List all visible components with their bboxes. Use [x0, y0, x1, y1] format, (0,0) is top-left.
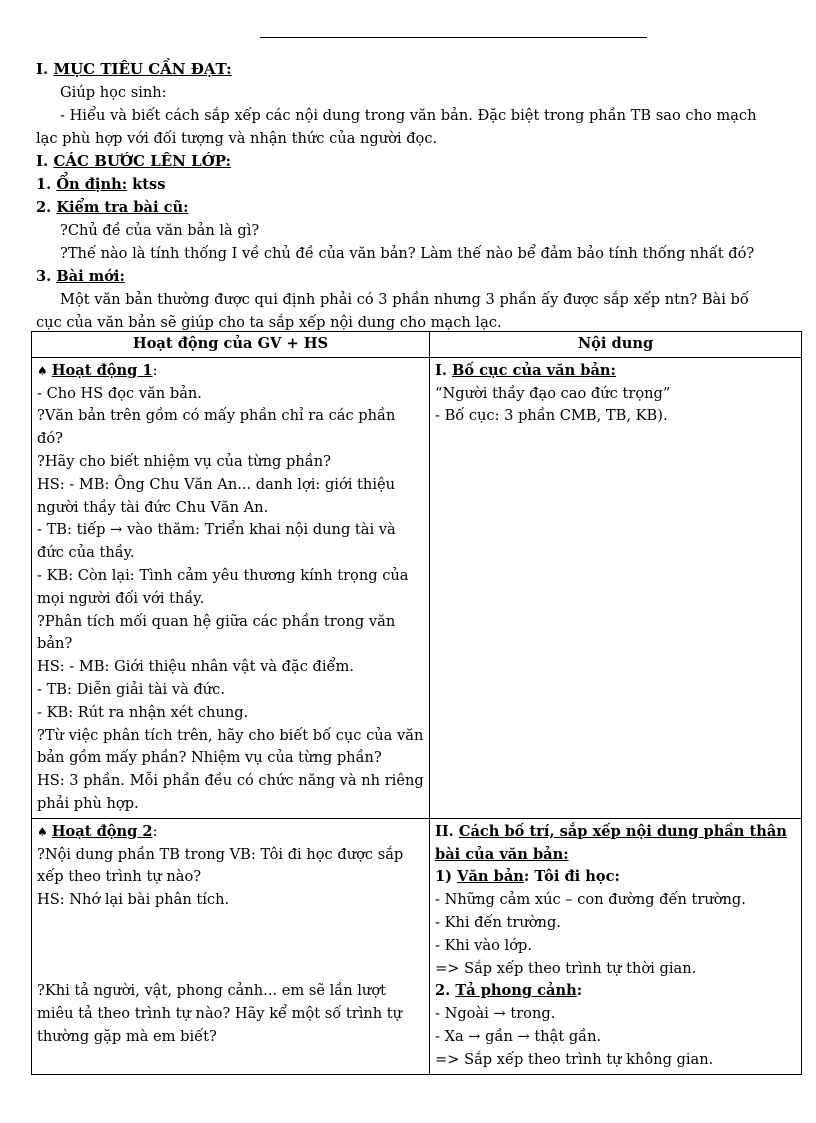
activity-line: ?Khi tả người, vật, phong cảnh... em sẽ lần lượt miêu tả theo trình tự nào? Hãy kể một số trình tự thường gặp mà em biết? [37, 981, 403, 1045]
content-line: - Xa → gần → thật gần. [435, 1027, 602, 1045]
content-heading [435, 821, 797, 867]
activity-line: - KB: Còn lại: Tình cảm yêu thương kính trọng của mọi người đối với thầy. [37, 566, 409, 607]
step-number: 3. [36, 268, 57, 285]
activity-line: HS: - MB: Giới thiệu nhân vật và đặc điểm. [37, 658, 354, 676]
step-1 [36, 173, 806, 196]
content-subheading [435, 980, 797, 1003]
content-line: “Người thầy đạo cao đức trọng” [435, 384, 671, 402]
content-line: - Khi đến trường. [435, 913, 561, 931]
sub-text: : [576, 982, 583, 1000]
content-line: => Sắp xếp theo trình tự không gian. [435, 1050, 714, 1068]
activity-heading: ♠ Hoạt động 2: [37, 822, 158, 840]
activity-title: Hoạt động 1 [51, 361, 153, 379]
activity-heading: ♠ Hoạt động 1: [37, 361, 158, 379]
step-title: Ổn định: [56, 176, 128, 193]
document-body [36, 58, 806, 334]
spade-icon: ♠ [37, 363, 48, 378]
step-title: Bài mới: [56, 268, 125, 285]
activity-cell [32, 818, 430, 1074]
objective-line: - Hiểu và biết cách sắp xếp các nội dung trong văn bản. Đặc biệt trong phần TB sao cho mạch [60, 107, 757, 124]
section-number: I. [36, 60, 54, 78]
content-title: Bố cục của văn bản: [452, 361, 616, 379]
header-rule [260, 37, 647, 38]
sub-title: Tả phong cảnh [455, 982, 577, 1000]
content-line: - Những cảm xúc – con đường đến trường. [435, 891, 746, 909]
content-number: II. [435, 822, 459, 840]
sub-text: : Tôi đi học: [523, 868, 620, 886]
table-row [32, 818, 802, 1074]
review-question: ?Chủ đề của văn bản là gì? [60, 222, 260, 239]
review-question: ?Thế nào là tính thống I về chủ đề của văn bản? Làm thế nào bể đảm bảo tính thống nhất đó? [60, 245, 755, 262]
activity-line: HS: Nhớ lại bài phân tích. [37, 891, 230, 909]
section-objectives-heading [36, 58, 806, 81]
activity-line: - TB: tiếp → vào thăm: Triển khai nội dung tài và đức của thầy. [37, 521, 396, 562]
content-line: - Bố cục: 3 phần CMB, TB, KB). [435, 407, 668, 425]
content-subheading [435, 866, 797, 889]
activity-line: HS: 3 phần. Mỗi phần đều có chức năng và nh riêng phải phù hợp. [37, 772, 424, 812]
spade-icon: ♠ [37, 824, 48, 839]
activity-line: - KB: Rút ra nhận xét chung. [37, 703, 249, 721]
content-line: - Khi vào lớp. [435, 936, 532, 954]
step-title: Kiểm tra bài cũ: [56, 199, 189, 216]
step-2 [36, 196, 806, 219]
section-steps-heading [36, 150, 806, 173]
step-number: 2. [36, 199, 57, 216]
activity-line: - TB: Diễn giải tài và đức. [37, 680, 225, 698]
activity-line: ?Hãy cho biết nhiệm vụ của từng phần? [37, 452, 331, 470]
activity-line: ?Phân tích mối quan hệ giữa các phần trong văn bản? [37, 612, 396, 653]
step-3 [36, 265, 806, 288]
section-title: CÁC BƯỚC LÊN LỚP: [53, 152, 232, 170]
activity-line: HS: - MB: Ông Chu Văn An... danh lợi: giới thiệu người thầy tài đức Chu Văn An. [37, 475, 396, 516]
sub-title: Văn bản [457, 868, 524, 886]
step-text: ktss [127, 176, 166, 193]
activity-line: ?Từ việc phân tích trên, hãy cho biết bố cục của văn bản gồm mấy phần? Nhiệm vụ của từng phần? [37, 726, 424, 767]
table-header-row [32, 332, 802, 358]
objective-line: lạc phù hợp với đối tượng và nhận thức của người đọc. [36, 130, 438, 147]
intro-line: Một văn bản thường được qui định phải có 3 phần nhưng 3 phần ấy được sắp xếp ntn? Bài bố [60, 291, 749, 308]
lesson-table [31, 331, 802, 1075]
content-line: => Sắp xếp theo trình tự thời gian. [435, 959, 697, 977]
activity-line: - Cho HS đọc văn bản. [37, 384, 202, 402]
content-number: I. [435, 361, 452, 379]
content-cell [430, 357, 802, 818]
intro-line: cục của văn bản sẽ giúp cho ta sắp xếp nội dung cho mạch lạc. [36, 314, 502, 331]
section-title: MỤC TIÊU CẦN ĐẠT: [53, 60, 232, 78]
sub-number: 1) [435, 868, 458, 886]
content-title: Cách bố trí, sắp xếp nội dung phần thân bài của văn bản: [435, 822, 787, 863]
activity-title: Hoạt động 2 [51, 822, 153, 840]
sub-number: 2. [435, 982, 456, 1000]
content-heading [435, 360, 797, 383]
content-cell [430, 818, 802, 1074]
spacer [37, 912, 425, 980]
activity-line: ?Nội dung phần TB trong VB: Tôi đi học được sắp xếp theo trình tự nào? [37, 845, 404, 886]
objective-line: Giúp học sinh: [60, 84, 167, 101]
activity-cell [32, 357, 430, 818]
header-content: Nội dung [430, 332, 802, 358]
activity-line: ?Văn bản trên gồm có mấy phần chỉ ra các phần đó? [37, 407, 396, 448]
step-number: 1. [36, 176, 57, 193]
section-number: I. [36, 152, 54, 170]
header-activity: Hoạt động của GV + HS [32, 332, 430, 358]
table-row [32, 357, 802, 818]
content-line: - Ngoài → trong. [435, 1005, 556, 1023]
